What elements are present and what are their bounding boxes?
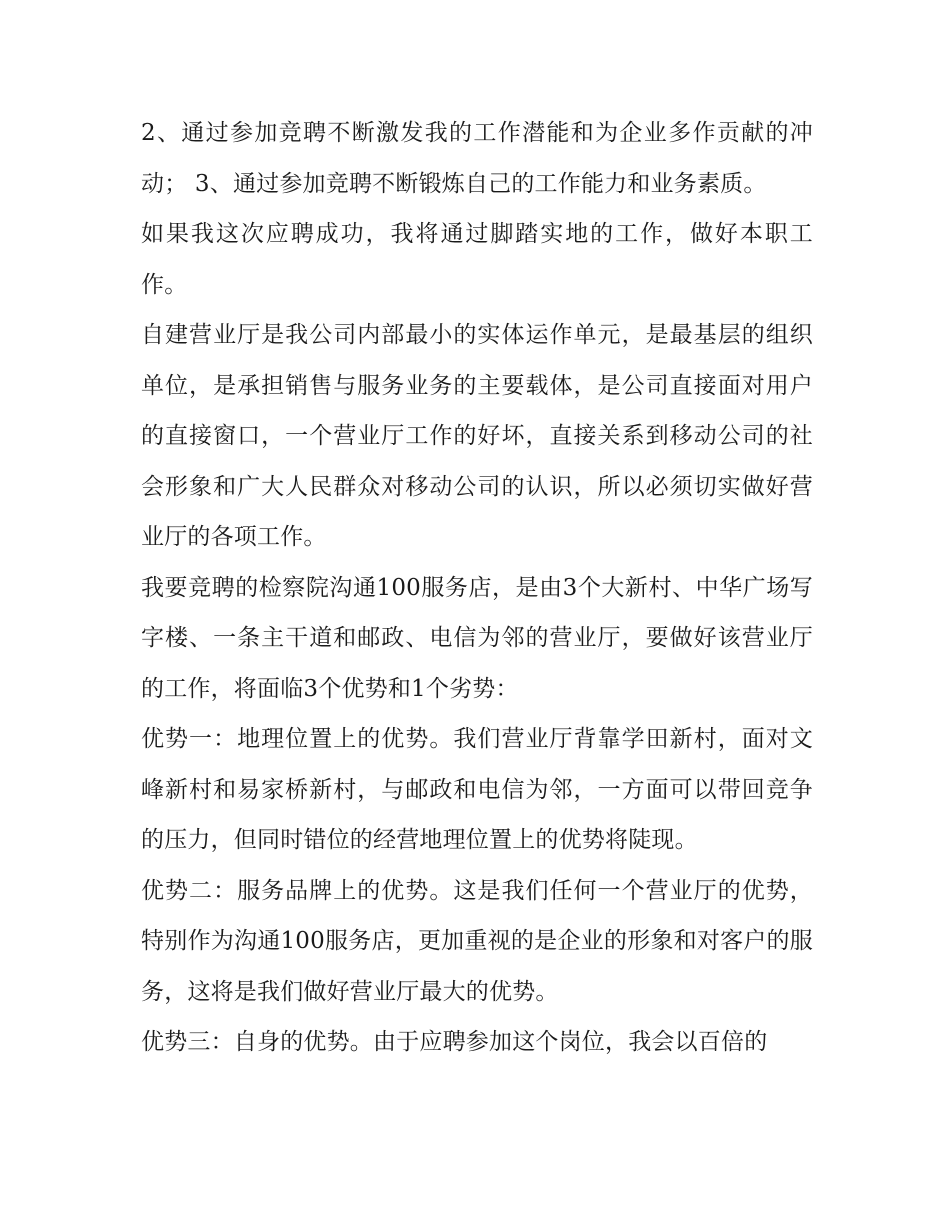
paragraph-commitment: 如果我这次应聘成功，我将通过脚踏实地的工作，做好本职工作。 [141,221,813,298]
paragraph-advantage-two: 优势二：服务品牌上的优势。这是我们任何一个营业厅的优势，特别作为沟通100服务店，更加重视的是企业的形象和对客户的服务，这将是我们做好营业厅最大的优势。 [141,877,813,1005]
paragraph-store-overview: 我要竞聘的检察院沟通100服务店，是由3个大新村、中华广场写字楼、一条主干道和邮政、电信为邻的营业厅，要做好该营业厅的工作，将面临3个优势和1个劣势： [141,574,813,702]
document-body [141,108,813,1068]
paragraph-advantage-one: 优势一：地理位置上的优势。我们营业厅背靠学田新村，面对文峰新村和易家桥新村，与邮政和电信为邻，一方面可以带回竞争的压力，但同时错位的经营地理位置上的优势将陡现。 [141,726,813,853]
paragraph-advantage-three: 优势三：自身的优势。由于应聘参加这个岗位，我会以百倍的 [141,1029,768,1055]
paragraph-motivation: 2、通过参加竞聘不断激发我的工作潜能和为企业多作贡献的冲动； 3、通过参加竞聘不断锻炼自己的工作能力和业务素质。 [141,120,813,197]
paragraph-hall-importance: 自建营业厅是我公司内部最小的实体运作单元，是最基层的组织单位，是承担销售与服务业务的主要载体，是公司直接面对用户的直接窗口，一个营业厅工作的好坏，直接关系到移动公司的社会形象和广大人民群众对移动公司的认识，所以必须切实做好营业厅的各项工作。 [141,322,813,550]
